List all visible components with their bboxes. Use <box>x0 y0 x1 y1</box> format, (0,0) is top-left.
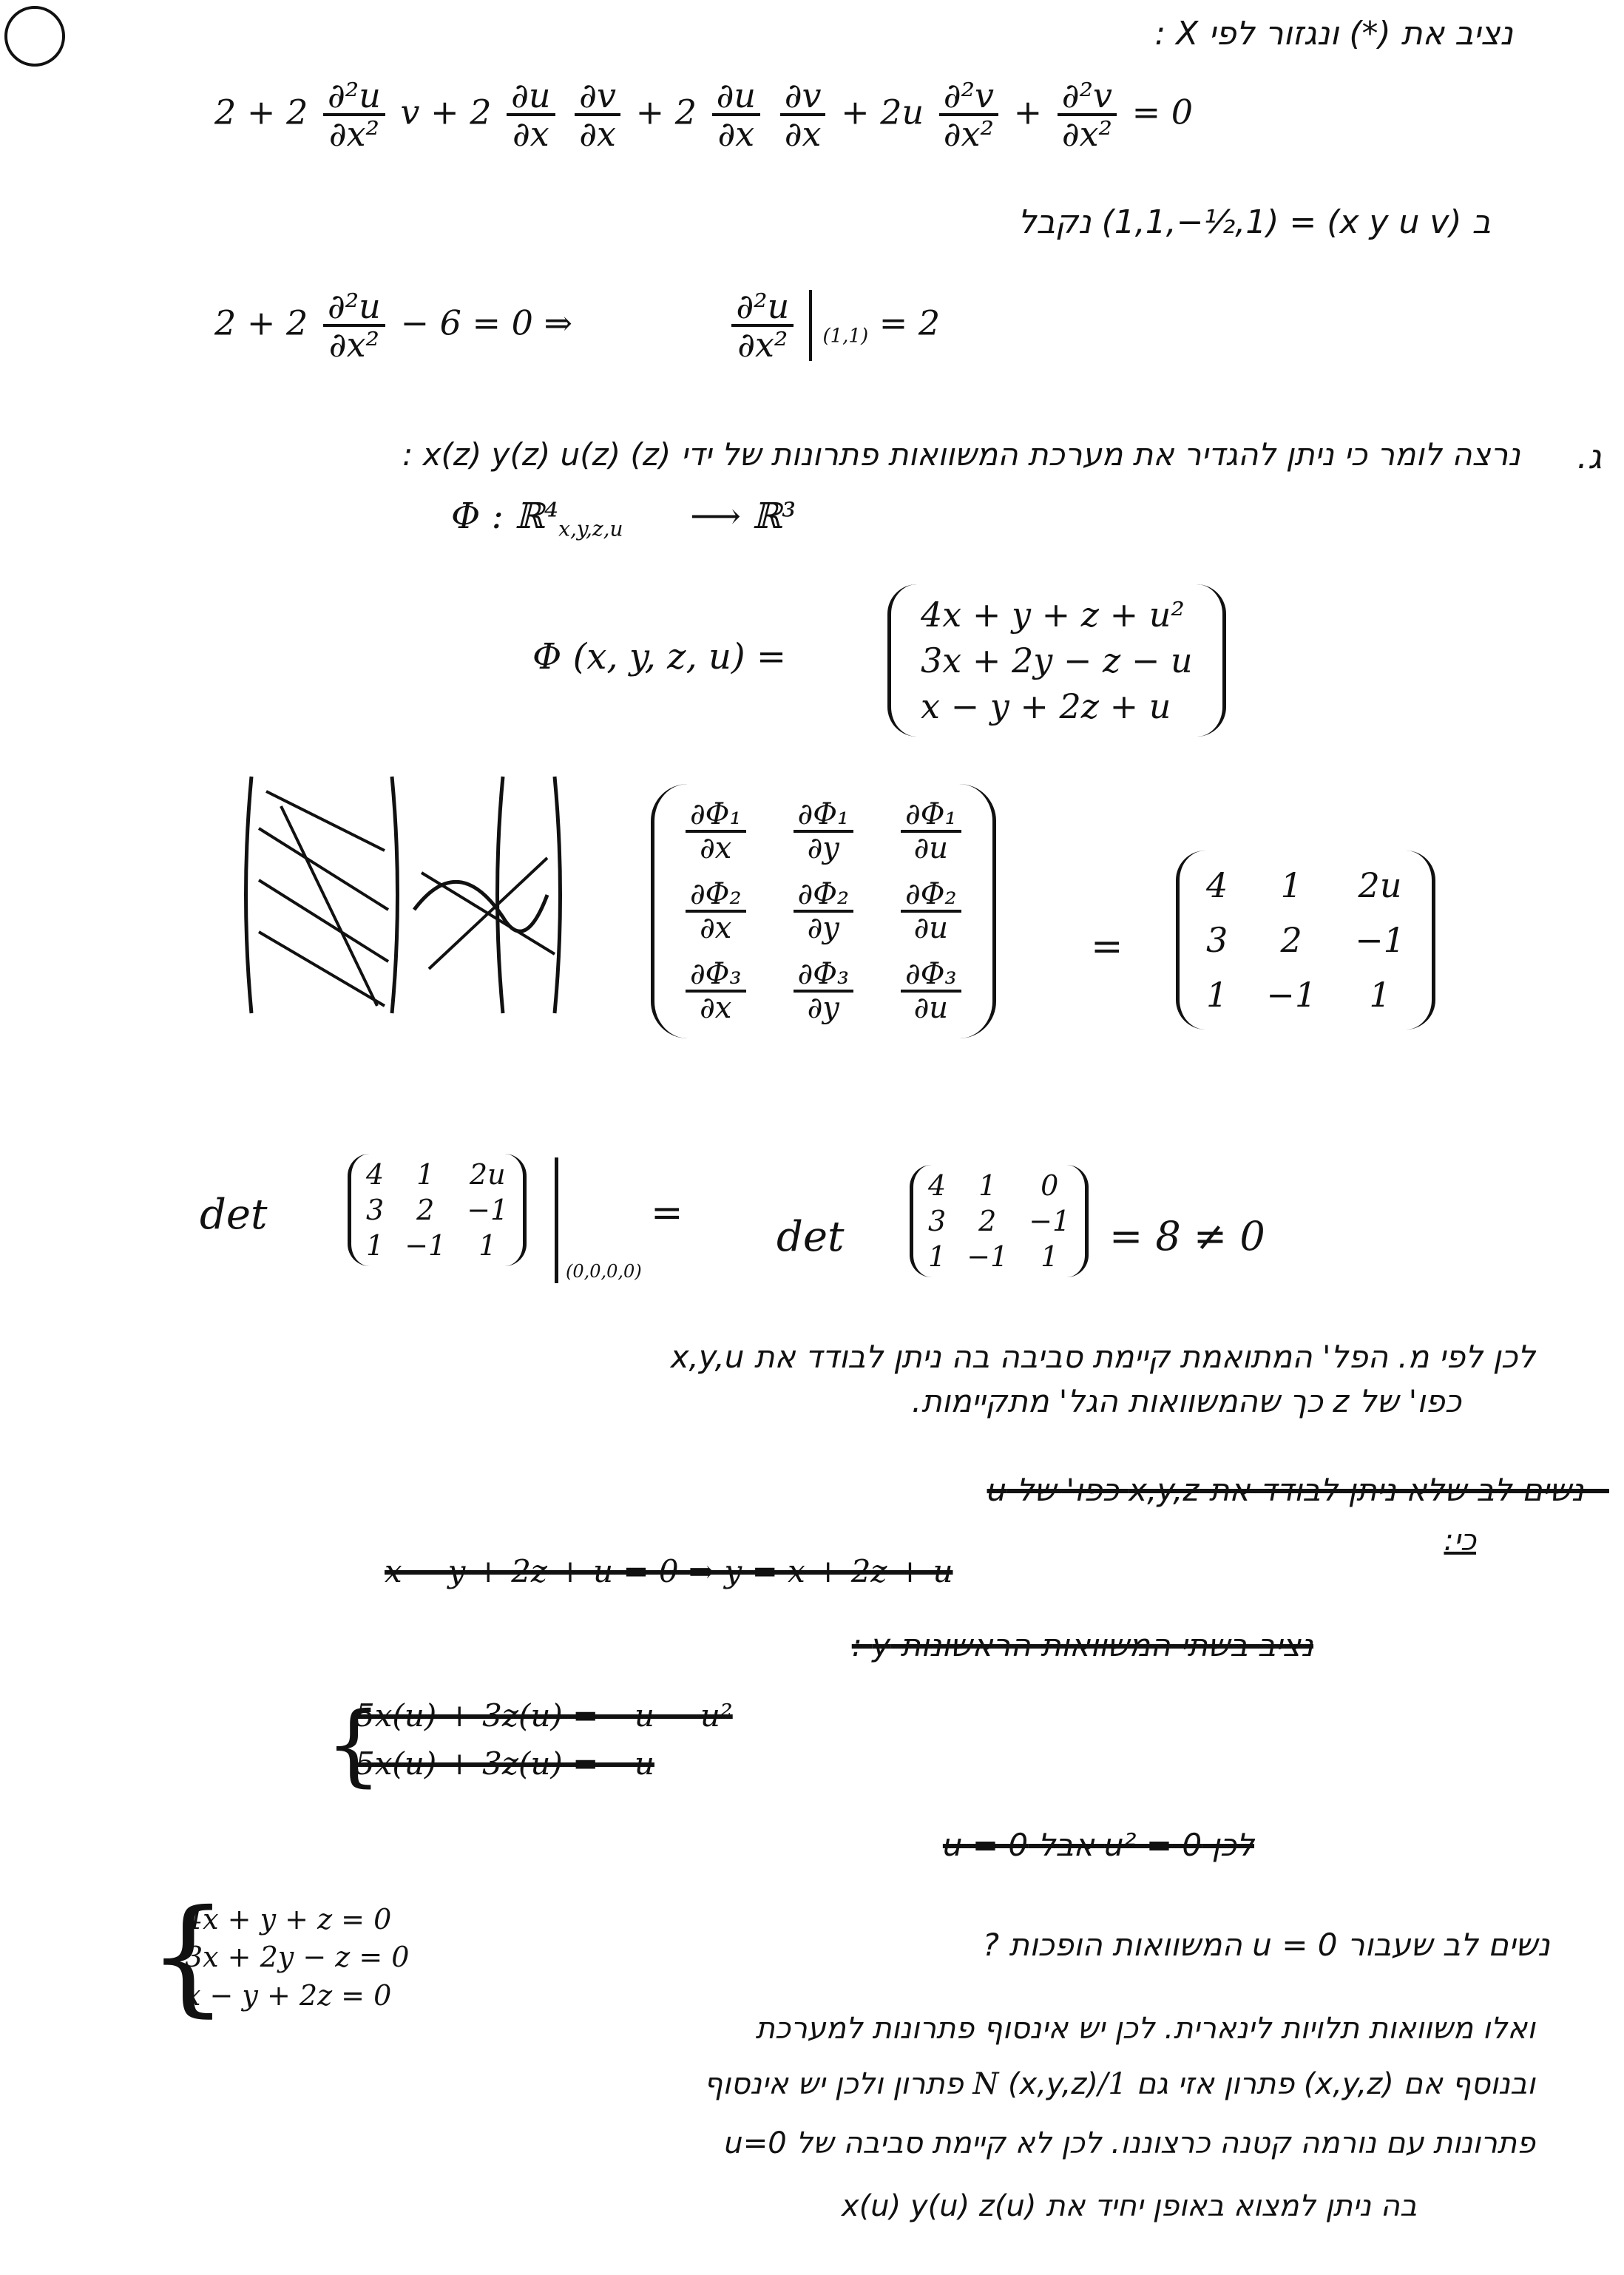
system-equation-1: 4x + y + z = 0 <box>185 1903 392 1936</box>
det1-entry-1-3: 2u <box>469 1158 506 1191</box>
frac-d2u-dx2-3: $\frac{\text{∂²u}}{\text{∂x²}}$ <box>323 288 385 363</box>
struck-line-3: נציב בשתי המשוואות הראשונות y : <box>851 1627 1313 1663</box>
det2-entry-2-1: 3 <box>928 1205 947 1237</box>
det-equals: = <box>651 1191 683 1235</box>
struck-brace: { <box>325 1694 382 1796</box>
det1-entry-1-1: 4 <box>366 1158 385 1191</box>
det-matrix-1 <box>348 1154 527 1266</box>
struck-line-4: 5x(u) + 3z(u) = −u − u² <box>355 1697 733 1734</box>
jacobian-entry-1-3: $\frac{\text{∂Φ₁}}{\partial u}$ <box>877 791 985 871</box>
det2-entry-2-2: 2 <box>978 1205 997 1237</box>
frac-dv-dx-2: $\frac{\partial v}{\partial x}$ <box>780 78 826 152</box>
det2-entry-3-3: 1 <box>1041 1240 1059 1273</box>
frac-d2u-dx2: $\frac{\text{∂²u}}{\text{∂x²}}$ <box>323 78 385 152</box>
page-number-circle <box>4 6 65 67</box>
phi-component-3: x − y + 2z + u <box>921 686 1171 727</box>
det-eval-bar <box>555 1157 558 1283</box>
jacobian-value-2-3: −1 <box>1355 920 1405 960</box>
jacobian-entry-1-1: $\frac{\text{∂Φ₁}}{\partial x}$ <box>662 791 770 871</box>
jacobian-values <box>1176 851 1435 1030</box>
det-label-2: det <box>777 1213 845 1261</box>
frac-d2u-dx2-eval: $\frac{\text{∂²u}}{\text{∂x²}}$ <box>731 288 794 363</box>
phi-component-1: 4x + y + z + u² <box>921 595 1185 635</box>
jacobian-entry-2-1: $\frac{\text{∂Φ₂}}{\partial x}$ <box>662 871 770 951</box>
phi-component-2: 3x + 2y − z − u <box>921 640 1193 681</box>
conclusion-line-2: כפו' של z כך שהמשוואות הגל' מתקיימות. <box>911 1383 1461 1419</box>
system-equation-3: x − y + 2z = 0 <box>185 1978 392 2012</box>
det2-entry-1-2: 1 <box>978 1169 997 1202</box>
frac-d2v-dx2-2: $\frac{\text{∂²v}}{\text{∂x²}}$ <box>1058 78 1117 152</box>
det2-table <box>918 1168 1080 1274</box>
phi-vector <box>887 584 1226 737</box>
jacobian-value-2-1: 3 <box>1206 920 1228 960</box>
struck-line-2: x − y + 2z + u = 0 ⇒ y = x + 2z + u <box>385 1553 953 1589</box>
system-equation-2: 3x + 2y − z = 0 <box>185 1941 410 1974</box>
frac-dv-dx: $\frac{\partial v}{\partial x}$ <box>575 78 620 152</box>
phi-definition-label: Φ (x, y, z, u) = <box>532 636 787 677</box>
system-question: נשים לב שעבור u = 0 המשוואות הופכות ? <box>982 1927 1550 1963</box>
det2-entry-2-3: −1 <box>1029 1205 1071 1237</box>
det-result: = 8 ≠ 0 <box>1109 1213 1265 1260</box>
det2-entry-3-1: 1 <box>928 1240 947 1273</box>
jacobian-value-3-1: 1 <box>1206 975 1228 1015</box>
struck-line-5: 5x(u) + 3z(u) = −u <box>355 1745 654 1782</box>
jacobian-value-3-3: 1 <box>1369 975 1391 1015</box>
frac-d2v-dx2: $\frac{\text{∂²v}}{\text{∂x²}}$ <box>939 78 998 152</box>
jacobian-value-2-2: 2 <box>1280 920 1302 960</box>
jacobian-table <box>662 791 985 1031</box>
jacobian-entry-3-2: $\frac{\text{∂Φ₃}}{\partial y}$ <box>770 951 878 1031</box>
final-line-1: ואלו משוואות תלויות לינארית. לכן יש אינסוף פתרונות למערכת <box>755 2012 1535 2046</box>
det1-entry-2-3: −1 <box>467 1194 509 1226</box>
det1-entry-1-2: 1 <box>416 1158 435 1191</box>
jacobian-values-table <box>1187 858 1424 1022</box>
part-c-intro: נרצה לומר כי ניתן להגדיר את מערכת המשוואות פתרונות של ידי (z) x(z) y(z) u(z) : <box>402 436 1520 473</box>
final-line-3: פתרונות עם נורמה קטנה כרצוננו. לכן לא קיימת סביבה של u=0 <box>724 2126 1535 2160</box>
jacobian-entry-3-3: $\frac{\text{∂Φ₃}}{\partial u}$ <box>877 951 985 1031</box>
jacobian-value-1-3: 2u <box>1358 865 1402 905</box>
jacobian-value-1-2: 1 <box>1280 865 1302 905</box>
det1-entry-3-2: −1 <box>405 1229 447 1262</box>
struck-line-1: – נשים לב שלא ניתן לבודד את x,y,z כפו' של u <box>987 1472 1609 1508</box>
struck-line-1b: כי: <box>1444 1524 1476 1558</box>
final-line-2: ובנוסף אם (x,y,z) פתרון אזי גם 1/N (x,y,z) פתרון ולכן יש אינסוף <box>703 2067 1535 2101</box>
line-substitute-point: ב (x y u v) = (1,1,−½,1) נקבל <box>1018 203 1491 241</box>
conclusion-line-1: לכן לפי מ. הפל' המתואמת קיימת סביבה בה ניתן לבודד את x,y,u <box>670 1339 1535 1375</box>
struck-line-6: לכן u² = 0 אבל u = 0 <box>942 1827 1254 1863</box>
det2-entry-3-2: −1 <box>967 1240 1009 1273</box>
det1-entry-2-2: 2 <box>416 1194 435 1226</box>
frac-du-dx: $\frac{\partial u}{\partial x}$ <box>507 78 555 152</box>
det-eval-point: (0,0,0,0) <box>566 1261 642 1282</box>
frac-du-dx-2: $\frac{\partial u}{\partial x}$ <box>712 78 760 152</box>
det1-entry-3-3: 1 <box>478 1229 497 1262</box>
jacobian-entry-2-3: $\frac{\text{∂Φ₂}}{\partial u}$ <box>877 871 985 951</box>
det1-entry-3-1: 1 <box>366 1229 385 1262</box>
det1-entry-2-1: 3 <box>366 1194 385 1226</box>
system-equations <box>185 1901 409 2015</box>
part-c-marker: ג. <box>1577 436 1602 476</box>
final-line-4: בה ניתן למצוא באופן יחיד את x(u) y(u) z(u) <box>842 2189 1417 2223</box>
second-derivative-result: 2 + 2 $\frac{\text{∂²u}}{\text{∂x²}}$ − 6 = 0 ⇒ $\frac{\text{∂²u}}{\text{∂x²}}$ $_{(1,1)}$ = 2 <box>214 286 941 365</box>
jacobian-value-1-1: 4 <box>1206 865 1228 905</box>
jacobian-equals: = <box>1091 924 1123 969</box>
crossed-out-scribble <box>237 762 562 1028</box>
det-matrix-2 <box>910 1165 1089 1277</box>
one-over-n: 1/N <box>972 2067 1127 2101</box>
jacobian-entry-2-2: $\frac{\text{∂Φ₂}}{\partial y}$ <box>770 871 878 951</box>
det2-entry-1-1: 4 <box>928 1169 947 1202</box>
jacobian-entry-3-1: $\frac{\text{∂Φ₃}}{\partial x}$ <box>662 951 770 1031</box>
system-brace: { <box>148 1883 229 2029</box>
det-label-1: det <box>200 1191 268 1239</box>
det1-table <box>356 1157 518 1263</box>
jacobian-entry-1-2: $\frac{\text{∂Φ₁}}{\partial y}$ <box>770 791 878 871</box>
phi-map: Φ : $ℝ^4_{x,y,z,u}$ ⟶ ℝ³ <box>451 496 796 541</box>
det2-entry-1-3: 0 <box>1041 1169 1059 1202</box>
line-substitute: נציב את (*) ונגזור לפי X : <box>1154 15 1513 53</box>
jacobian-partials <box>651 784 996 1038</box>
derivative-equation: 2 + 2 $\frac{\text{∂²u}}{\text{∂x²}}$ v + 2 $\frac{\partial u}{\partial x}$ $\frac{\partial v}{\partial x}$ + 2 $\frac{\partial u}{\partial x}$ $\frac{\partial v}{\partial x}$ + 2u $\frac{\text{∂²v}}{\text{∂x²}}$ + $\frac{\text{∂²v}}{\text{∂x²}}$ = 0 <box>214 75 1194 155</box>
jacobian-value-3-2: −1 <box>1266 975 1317 1015</box>
